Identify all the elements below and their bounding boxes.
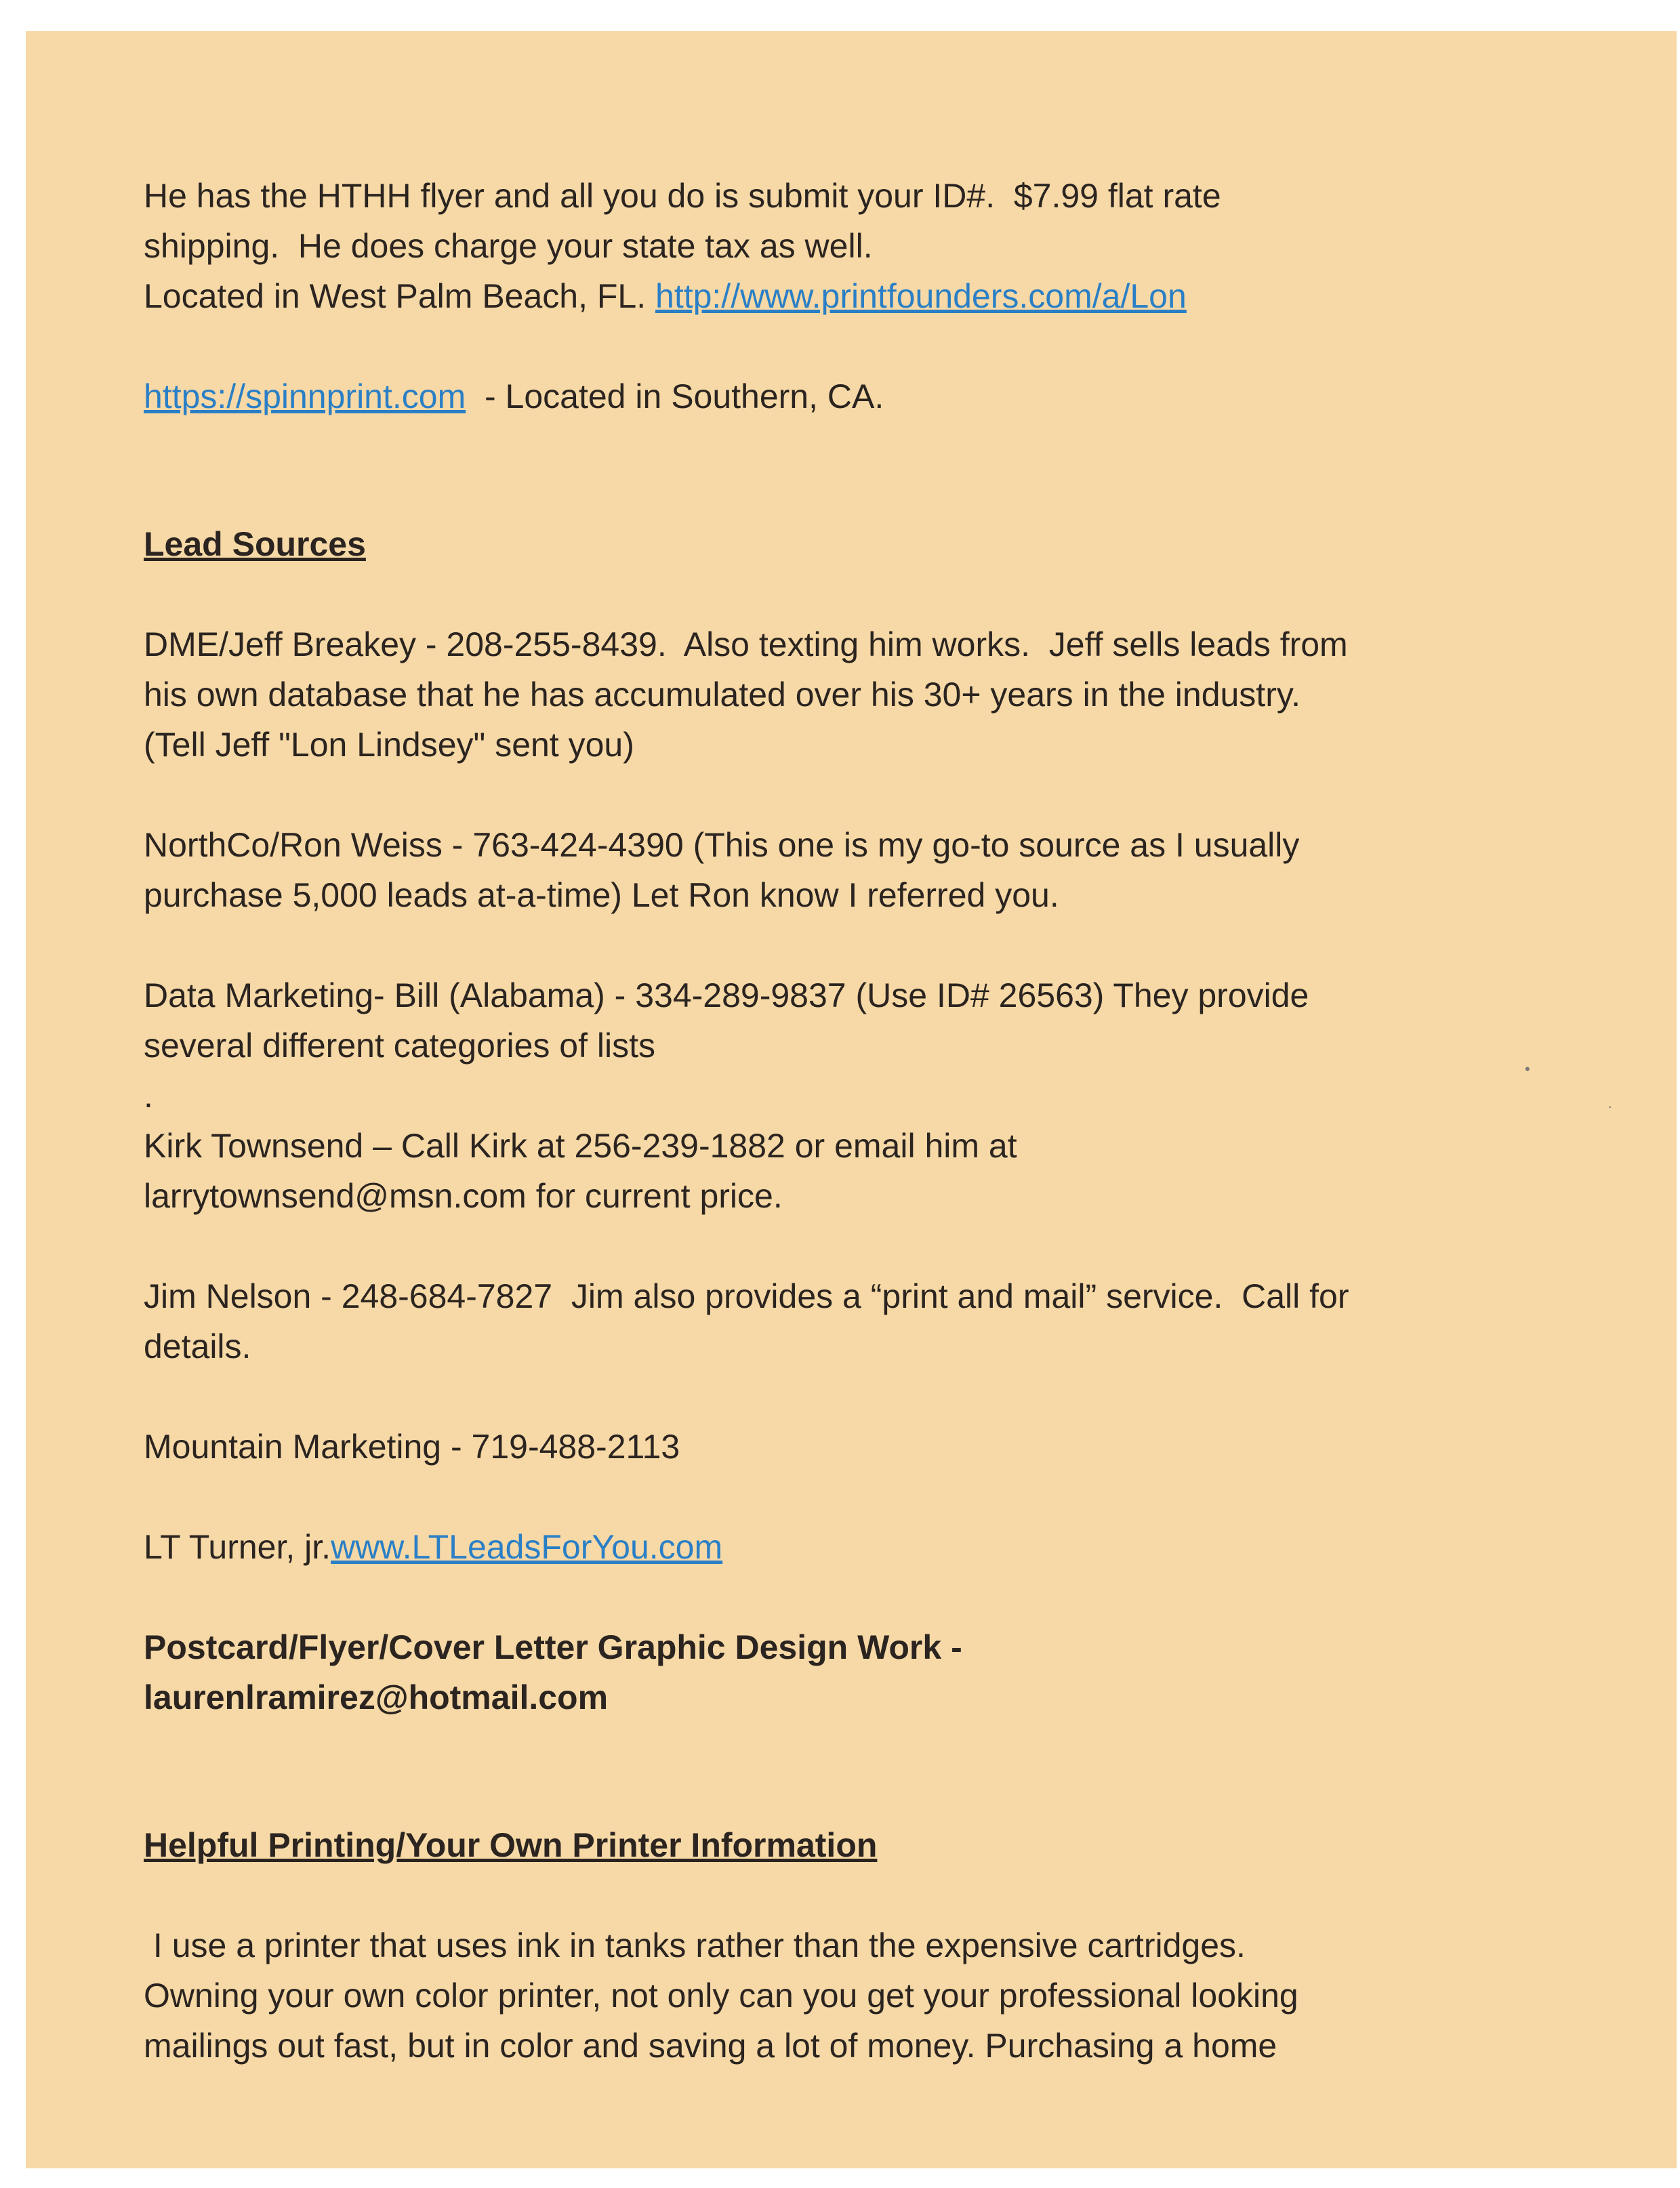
design-line-1: Postcard/Flyer/Cover Letter Graphic Design Work - [144,1628,962,1666]
printing-heading: Helpful Printing/Your Own Printer Information [144,1826,878,1864]
document-body [144,171,1533,2071]
northco-line-2: purchase 5,000 leads at-a-time) Let Ron know I referred you. [144,876,1059,914]
kirk-line-2: larrytownsend@msn.com for current price. [144,1177,783,1215]
data-marketing-line-2: several different categories of lists [144,1027,656,1065]
stray-bullet: . [144,1077,153,1115]
dme-line-1: DME/Jeff Breakey - 208-255-8439. Also texting him works. Jeff sells leads from [144,625,1348,663]
lt-turner-name: LT Turner, jr. [144,1528,331,1566]
printfounders-link[interactable]: http://www.printfounders.com/a/Lon [655,277,1187,315]
ltleads-link[interactable]: www.LTLeadsForYou.com [331,1528,723,1566]
scan-speck-mark: · [1607,1098,1613,1115]
data-marketing-line-1: Data Marketing- Bill (Alabama) - 334-289-9837 (Use ID# 26563) They provide [144,976,1309,1014]
spinnprint-link[interactable]: https://spinnprint.com [144,377,466,415]
printing-line-1: I use a printer that uses ink in tanks rather than the expensive cartridges. [144,1926,1246,1964]
printer-line-1: He has the HTHH flyer and all you do is submit your ID#. $7.99 flat rate [144,177,1221,215]
printer-line-2: shipping. He does charge your state tax as well. [144,227,873,265]
printer-line-3 [144,271,1533,321]
printer-location-text: Located in West Palm Beach, FL. [144,277,656,315]
printing-line-3: mailings out fast, but in color and saving a lot of money. Purchasing a home [144,2027,1277,2065]
dme-line-2: his own database that he has accumulated over his 30+ years in the industry. [144,676,1301,714]
jim-line-1: Jim Nelson - 248-684-7827 Jim also provides a “print and mail” service. Call for [144,1277,1349,1315]
printing-line-2: Owning your own color printer, not only can you get your professional looking [144,1977,1298,2015]
mountain-marketing-line: Mountain Marketing - 719-488-2113 [144,1428,680,1466]
spinnprint-line [144,371,1533,421]
lt-turner-line [144,1522,1533,1572]
jim-line-2: details. [144,1327,251,1365]
design-email: laurenlramirez@hotmail.com [144,1678,609,1716]
kirk-line-1: Kirk Townsend – Call Kirk at 256-239-1882 or email him at [144,1127,1017,1165]
scan-speck-mark: • [1525,1060,1530,1077]
spinnprint-location-text: - Located in Southern, CA. [466,377,884,415]
dme-line-3: (Tell Jeff "Lon Lindsey" sent you) [144,726,634,764]
northco-line-1: NorthCo/Ron Weiss - 763-424-4390 (This one is my go-to source as I usually [144,826,1300,864]
lead-sources-heading: Lead Sources [144,525,366,563]
